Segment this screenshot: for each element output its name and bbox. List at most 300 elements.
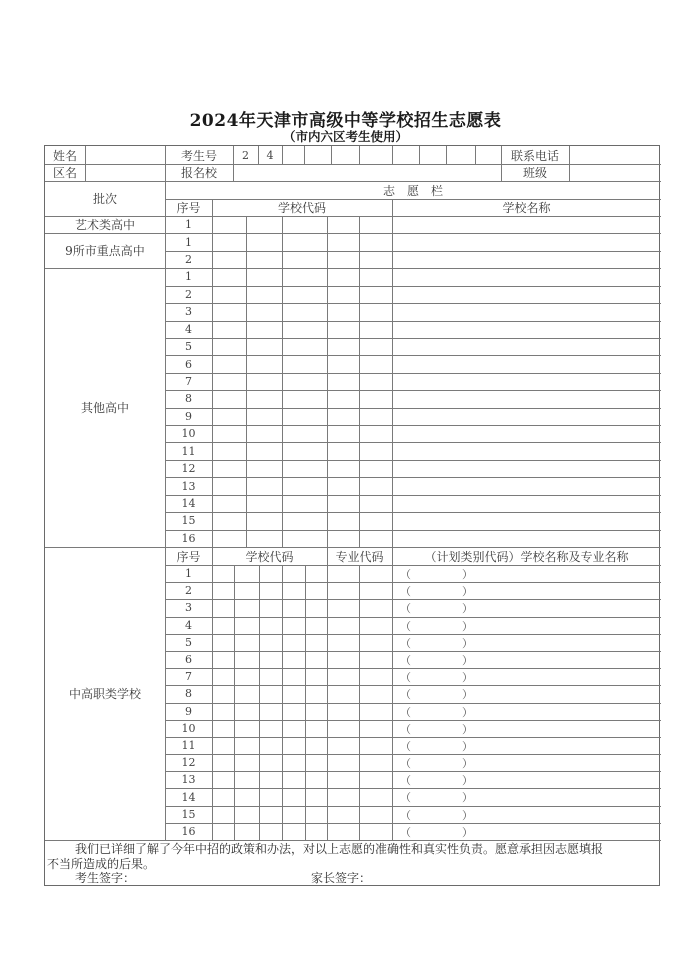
school-code-cell[interactable] xyxy=(246,460,282,477)
school-code-cell[interactable] xyxy=(282,268,327,285)
school-code-cell[interactable] xyxy=(246,512,282,529)
voc-major-code-cell[interactable] xyxy=(327,599,359,616)
voc-school-major-name-field[interactable] xyxy=(392,565,661,582)
seq-number: 13 xyxy=(181,479,196,493)
voc-school-code-cell[interactable] xyxy=(305,617,327,634)
voc-school-major-name-field[interactable] xyxy=(392,703,661,720)
voc-major-code-cell[interactable] xyxy=(359,617,392,634)
voc-school-code-cell[interactable] xyxy=(212,685,234,702)
voc-school-code-cell[interactable] xyxy=(259,771,282,788)
school-name-field[interactable] xyxy=(392,216,661,233)
school-code-cell[interactable] xyxy=(327,460,359,477)
plan-category-open-paren: （ xyxy=(400,653,411,667)
voc-school-code-cell[interactable] xyxy=(305,703,327,720)
school-code-cell[interactable] xyxy=(359,495,392,512)
voc-major-code-cell[interactable] xyxy=(359,703,392,720)
school-code-cell[interactable] xyxy=(212,530,246,547)
voc-major-code-cell[interactable] xyxy=(327,668,359,685)
voc-school-code-cell[interactable] xyxy=(305,599,327,616)
school-code-cell[interactable] xyxy=(212,321,246,338)
phone-field[interactable] xyxy=(569,146,661,164)
exam-number-digit-4[interactable] xyxy=(304,146,331,164)
voc-school-code-cell[interactable] xyxy=(212,599,234,616)
exam-number-digit-6[interactable] xyxy=(359,146,392,164)
school-code-cell[interactable] xyxy=(212,303,246,320)
parent-signature-label: 家长签字： xyxy=(311,871,372,885)
plan-category-close-paren: ） xyxy=(462,722,473,736)
voc-school-code-cell[interactable] xyxy=(259,565,282,582)
school-name-field[interactable] xyxy=(392,355,661,372)
voc-major-code-cell[interactable] xyxy=(359,565,392,582)
school-code-cell[interactable] xyxy=(212,495,246,512)
school-code-cell[interactable] xyxy=(212,373,246,390)
voc-school-major-name-field[interactable] xyxy=(392,823,661,840)
voc-major-code-cell[interactable] xyxy=(359,720,392,737)
voc-school-code-cell[interactable] xyxy=(234,771,259,788)
voc-school-code-cell[interactable] xyxy=(212,651,234,668)
plan-category-close-paren: ） xyxy=(462,688,473,702)
school-code-cell[interactable] xyxy=(282,530,327,547)
registration-school-field[interactable] xyxy=(233,164,501,181)
exam-number-digit-5[interactable] xyxy=(331,146,359,164)
voc-school-code-cell[interactable] xyxy=(259,806,282,823)
school-code-cell[interactable] xyxy=(246,233,282,250)
school-code-cell[interactable] xyxy=(327,495,359,512)
school-name-field[interactable] xyxy=(392,390,661,407)
voc-school-code-cell[interactable] xyxy=(305,754,327,771)
school-name-field[interactable] xyxy=(392,495,661,512)
voc-school-code-cell[interactable] xyxy=(282,617,305,634)
voc-school-code-cell[interactable] xyxy=(305,668,327,685)
school-code-cell[interactable] xyxy=(282,321,327,338)
school-code-cell[interactable] xyxy=(327,303,359,320)
choice-section-title: 志 愿 栏 xyxy=(382,183,443,198)
voc-school-code-cell[interactable] xyxy=(282,651,305,668)
school-name-field[interactable] xyxy=(392,373,661,390)
seq-number: 11 xyxy=(181,444,196,458)
voc-major-code-cell[interactable] xyxy=(327,582,359,599)
voc-school-major-name-field[interactable] xyxy=(392,754,661,771)
voc-school-code-cell[interactable] xyxy=(212,823,234,840)
voc-school-code-cell[interactable] xyxy=(282,582,305,599)
school-code-cell[interactable] xyxy=(212,286,246,303)
voc-major-code-cell[interactable] xyxy=(359,823,392,840)
exam-number-digit-8[interactable] xyxy=(419,146,446,164)
plan-category-open-paren: （ xyxy=(400,774,411,788)
school-code-cell[interactable] xyxy=(212,338,246,355)
school-code-cell[interactable] xyxy=(246,530,282,547)
voc-school-code-cell[interactable] xyxy=(234,823,259,840)
application-form xyxy=(44,145,660,886)
name-field[interactable] xyxy=(85,146,165,164)
voc-school-code-cell[interactable] xyxy=(212,617,234,634)
plan-category-open-paren: （ xyxy=(400,705,411,719)
school-code-cell[interactable] xyxy=(327,286,359,303)
voc-seq-number: 1 xyxy=(185,567,192,581)
voc-school-code-cell[interactable] xyxy=(212,788,234,805)
voc-school-major-name-field[interactable] xyxy=(392,737,661,754)
class-field[interactable] xyxy=(569,164,661,181)
voc-major-code-cell[interactable] xyxy=(327,617,359,634)
school-code-cell[interactable] xyxy=(246,338,282,355)
voc-school-code-cell[interactable] xyxy=(282,565,305,582)
voc-school-code-cell[interactable] xyxy=(305,582,327,599)
voc-school-code-header: 学校代码 xyxy=(245,549,294,564)
exam-number-digit-9[interactable] xyxy=(446,146,475,164)
voc-major-code-cell[interactable] xyxy=(359,599,392,616)
voc-school-code-cell[interactable] xyxy=(282,754,305,771)
voc-school-code-cell[interactable] xyxy=(259,823,282,840)
voc-school-major-name-field[interactable] xyxy=(392,771,661,788)
school-name-field[interactable] xyxy=(392,460,661,477)
school-code-cell[interactable] xyxy=(327,216,359,233)
voc-major-code-cell[interactable] xyxy=(327,806,359,823)
school-code-cell[interactable] xyxy=(282,338,327,355)
school-code-cell[interactable] xyxy=(327,355,359,372)
school-code-cell[interactable] xyxy=(327,530,359,547)
exam-number-digit-7[interactable] xyxy=(392,146,419,164)
school-code-cell[interactable] xyxy=(212,251,246,268)
voc-school-code-cell[interactable] xyxy=(259,685,282,702)
voc-school-code-cell[interactable] xyxy=(305,823,327,840)
voc-school-code-cell[interactable] xyxy=(234,703,259,720)
voc-school-code-cell[interactable] xyxy=(234,668,259,685)
seq-number: 12 xyxy=(181,462,196,476)
school-code-cell[interactable] xyxy=(327,408,359,425)
voc-major-code-cell[interactable] xyxy=(359,788,392,805)
voc-school-code-cell[interactable] xyxy=(234,651,259,668)
voc-school-code-cell[interactable] xyxy=(212,771,234,788)
school-code-cell[interactable] xyxy=(359,460,392,477)
voc-school-code-cell[interactable] xyxy=(259,788,282,805)
school-code-cell[interactable] xyxy=(212,268,246,285)
parent-signature-field[interactable] xyxy=(377,870,641,886)
seq-number: 5 xyxy=(185,340,192,354)
voc-school-code-cell[interactable] xyxy=(282,806,305,823)
exam-number-digit-10[interactable] xyxy=(475,146,501,164)
school-code-cell[interactable] xyxy=(327,373,359,390)
school-code-cell[interactable] xyxy=(327,442,359,459)
school-code-cell[interactable] xyxy=(246,216,282,233)
voc-school-major-name-field[interactable] xyxy=(392,720,661,737)
school-code-cell[interactable] xyxy=(359,390,392,407)
voc-major-code-cell[interactable] xyxy=(327,720,359,737)
student-signature-field[interactable] xyxy=(141,870,301,886)
school-code-cell[interactable] xyxy=(212,477,246,494)
school-name-field[interactable] xyxy=(392,268,661,285)
voc-school-code-cell[interactable] xyxy=(259,634,282,651)
school-code-cell[interactable] xyxy=(246,477,282,494)
voc-major-code-cell[interactable] xyxy=(359,806,392,823)
school-code-cell[interactable] xyxy=(246,408,282,425)
school-code-cell[interactable] xyxy=(327,425,359,442)
voc-major-code-cell[interactable] xyxy=(327,634,359,651)
school-code-cell[interactable] xyxy=(212,408,246,425)
school-code-cell[interactable] xyxy=(282,495,327,512)
school-name-field[interactable] xyxy=(392,425,661,442)
voc-school-code-cell[interactable] xyxy=(259,737,282,754)
plan-category-close-paren: ） xyxy=(462,757,473,771)
school-code-cell[interactable] xyxy=(246,390,282,407)
voc-major-code-cell[interactable] xyxy=(359,668,392,685)
plan-category-close-paren: ） xyxy=(462,568,473,581)
school-code-cell[interactable] xyxy=(359,408,392,425)
voc-school-code-cell[interactable] xyxy=(305,565,327,582)
school-name-header: 学校名称 xyxy=(502,201,551,215)
voc-school-code-cell[interactable] xyxy=(282,599,305,616)
voc-school-code-cell[interactable] xyxy=(282,668,305,685)
school-code-cell[interactable] xyxy=(212,233,246,250)
school-code-cell[interactable] xyxy=(282,216,327,233)
voc-school-major-name-field[interactable] xyxy=(392,599,661,616)
school-name-field[interactable] xyxy=(392,442,661,459)
seq-number: 4 xyxy=(185,322,192,336)
voc-school-code-cell[interactable] xyxy=(212,754,234,771)
voc-school-major-name-field[interactable] xyxy=(392,788,661,805)
school-code-cell[interactable] xyxy=(359,477,392,494)
voc-school-major-name-field[interactable] xyxy=(392,634,661,651)
voc-school-code-cell[interactable] xyxy=(282,720,305,737)
voc-school-code-cell[interactable] xyxy=(234,582,259,599)
school-code-cell[interactable] xyxy=(359,442,392,459)
voc-school-code-cell[interactable] xyxy=(282,634,305,651)
voc-school-code-cell[interactable] xyxy=(234,617,259,634)
voc-school-code-cell[interactable] xyxy=(282,823,305,840)
voc-school-code-cell[interactable] xyxy=(259,651,282,668)
school-code-cell[interactable] xyxy=(359,251,392,268)
school-code-cell[interactable] xyxy=(246,286,282,303)
school-code-cell[interactable] xyxy=(246,425,282,442)
school-name-field[interactable] xyxy=(392,251,661,268)
voc-school-code-cell[interactable] xyxy=(305,806,327,823)
school-code-cell[interactable] xyxy=(282,425,327,442)
voc-school-major-name-field[interactable] xyxy=(392,668,661,685)
school-name-field[interactable] xyxy=(392,286,661,303)
voc-major-code-cell[interactable] xyxy=(327,737,359,754)
seq-number: 6 xyxy=(185,357,192,371)
voc-school-code-cell[interactable] xyxy=(282,788,305,805)
school-code-cell[interactable] xyxy=(327,233,359,250)
school-code-cell[interactable] xyxy=(359,216,392,233)
voc-school-code-cell[interactable] xyxy=(234,806,259,823)
school-code-cell[interactable] xyxy=(282,303,327,320)
voc-major-code-cell[interactable] xyxy=(359,685,392,702)
voc-school-code-cell[interactable] xyxy=(259,703,282,720)
voc-seq-header: 序号 xyxy=(176,549,201,564)
voc-seq-number: 4 xyxy=(185,618,192,632)
voc-school-code-cell[interactable] xyxy=(212,806,234,823)
voc-seq-number: 10 xyxy=(181,721,196,735)
school-code-cell[interactable] xyxy=(246,373,282,390)
school-name-field[interactable] xyxy=(392,530,661,547)
school-code-cell[interactable] xyxy=(359,425,392,442)
voc-school-code-cell[interactable] xyxy=(305,771,327,788)
voc-school-code-cell[interactable] xyxy=(234,634,259,651)
school-code-cell[interactable] xyxy=(246,251,282,268)
plan-category-open-paren: （ xyxy=(400,825,411,839)
voc-school-code-cell[interactable] xyxy=(259,754,282,771)
voc-school-major-name-field[interactable] xyxy=(392,617,661,634)
voc-school-code-cell[interactable] xyxy=(305,634,327,651)
school-name-field[interactable] xyxy=(392,303,661,320)
school-code-cell[interactable] xyxy=(212,460,246,477)
school-code-cell[interactable] xyxy=(359,268,392,285)
school-code-cell[interactable] xyxy=(359,233,392,250)
voc-major-code-cell[interactable] xyxy=(359,582,392,599)
voc-school-code-cell[interactable] xyxy=(282,703,305,720)
voc-school-code-cell[interactable] xyxy=(234,720,259,737)
school-name-field[interactable] xyxy=(392,408,661,425)
voc-school-code-cell[interactable] xyxy=(259,599,282,616)
plan-category-close-paren: ） xyxy=(462,619,473,633)
form-subtitle: （市内六区考生使用） xyxy=(282,129,408,144)
voc-major-code-cell[interactable] xyxy=(359,634,392,651)
exam-number-digit-2[interactable]: 4 xyxy=(266,148,274,162)
voc-major-code-cell[interactable] xyxy=(327,651,359,668)
voc-school-code-cell[interactable] xyxy=(212,720,234,737)
voc-school-code-cell[interactable] xyxy=(234,754,259,771)
voc-school-code-cell[interactable] xyxy=(212,565,234,582)
voc-school-code-cell[interactable] xyxy=(259,617,282,634)
voc-school-major-name-field[interactable] xyxy=(392,651,661,668)
voc-school-code-cell[interactable] xyxy=(234,737,259,754)
school-code-cell[interactable] xyxy=(282,233,327,250)
voc-major-code-header: 专业代码 xyxy=(335,549,384,564)
voc-school-code-cell[interactable] xyxy=(234,685,259,702)
voc-school-major-name-field[interactable] xyxy=(392,582,661,599)
voc-school-code-cell[interactable] xyxy=(305,737,327,754)
voc-seq-number: 5 xyxy=(185,635,192,649)
school-code-cell[interactable] xyxy=(327,338,359,355)
school-code-cell[interactable] xyxy=(359,530,392,547)
voc-major-code-cell[interactable] xyxy=(327,771,359,788)
voc-major-code-cell[interactable] xyxy=(327,788,359,805)
school-code-cell[interactable] xyxy=(327,390,359,407)
voc-school-code-cell[interactable] xyxy=(259,668,282,685)
grid-line xyxy=(45,840,661,841)
school-code-cell[interactable] xyxy=(282,373,327,390)
school-code-cell[interactable] xyxy=(212,512,246,529)
school-code-cell[interactable] xyxy=(282,442,327,459)
school-code-cell[interactable] xyxy=(282,251,327,268)
voc-major-code-cell[interactable] xyxy=(359,771,392,788)
school-code-cell[interactable] xyxy=(212,442,246,459)
voc-major-code-cell[interactable] xyxy=(327,703,359,720)
seq-number: 2 xyxy=(185,253,192,267)
school-code-cell[interactable] xyxy=(359,303,392,320)
school-code-cell[interactable] xyxy=(246,442,282,459)
voc-major-code-cell[interactable] xyxy=(327,565,359,582)
voc-school-major-name-field[interactable] xyxy=(392,685,661,702)
voc-school-code-cell[interactable] xyxy=(234,788,259,805)
voc-major-code-cell[interactable] xyxy=(327,754,359,771)
school-code-cell[interactable] xyxy=(212,390,246,407)
voc-seq-number: 12 xyxy=(181,756,196,770)
school-code-cell[interactable] xyxy=(212,216,246,233)
voc-school-code-cell[interactable] xyxy=(305,685,327,702)
school-code-cell[interactable] xyxy=(246,495,282,512)
school-name-field[interactable] xyxy=(392,233,661,250)
school-code-cell[interactable] xyxy=(282,408,327,425)
voc-school-code-cell[interactable] xyxy=(282,771,305,788)
school-code-cell[interactable] xyxy=(282,355,327,372)
voc-school-code-cell[interactable] xyxy=(282,685,305,702)
school-name-field[interactable] xyxy=(392,512,661,529)
voc-school-code-cell[interactable] xyxy=(212,703,234,720)
school-code-cell[interactable] xyxy=(327,268,359,285)
seq-number: 14 xyxy=(181,496,196,510)
voc-school-code-cell[interactable] xyxy=(259,720,282,737)
voc-school-code-cell[interactable] xyxy=(234,565,259,582)
class-label: 班级 xyxy=(522,166,547,180)
school-code-cell[interactable] xyxy=(327,477,359,494)
voc-major-code-cell[interactable] xyxy=(327,685,359,702)
voc-school-code-cell[interactable] xyxy=(234,599,259,616)
school-code-cell[interactable] xyxy=(327,321,359,338)
school-code-cell[interactable] xyxy=(359,512,392,529)
voc-major-code-cell[interactable] xyxy=(327,823,359,840)
voc-school-code-cell[interactable] xyxy=(212,737,234,754)
school-code-cell[interactable] xyxy=(212,425,246,442)
district-field[interactable] xyxy=(85,164,165,181)
school-name-field[interactable] xyxy=(392,477,661,494)
school-code-cell[interactable] xyxy=(327,512,359,529)
plan-category-close-paren: ） xyxy=(462,739,473,753)
voc-school-code-cell[interactable] xyxy=(212,634,234,651)
school-code-cell[interactable] xyxy=(359,373,392,390)
voc-school-code-cell[interactable] xyxy=(305,720,327,737)
voc-school-code-cell[interactable] xyxy=(282,737,305,754)
plan-category-open-paren: （ xyxy=(400,619,411,633)
plan-category-open-paren: （ xyxy=(400,688,411,702)
school-code-cell[interactable] xyxy=(359,286,392,303)
school-code-cell[interactable] xyxy=(282,477,327,494)
school-code-cell[interactable] xyxy=(359,355,392,372)
school-code-cell[interactable] xyxy=(246,321,282,338)
voc-school-code-cell[interactable] xyxy=(212,668,234,685)
plan-category-close-paren: ） xyxy=(462,825,473,839)
form-title: 2024年天津市高级中等学校招生志愿表 xyxy=(189,111,502,131)
school-code-cell[interactable] xyxy=(327,251,359,268)
school-code-cell[interactable] xyxy=(246,268,282,285)
school-code-cell[interactable] xyxy=(246,355,282,372)
exam-number-digit-3[interactable] xyxy=(282,146,304,164)
voc-school-major-name-field[interactable] xyxy=(392,806,661,823)
exam-number-label: 考生号 xyxy=(180,148,217,163)
seq-number: 3 xyxy=(185,305,192,319)
school-code-cell[interactable] xyxy=(212,355,246,372)
voc-school-code-cell[interactable] xyxy=(305,651,327,668)
voc-major-code-cell[interactable] xyxy=(359,737,392,754)
exam-number-digit-1[interactable]: 2 xyxy=(242,148,249,162)
school-code-cell[interactable] xyxy=(282,460,327,477)
plan-category-open-paren: （ xyxy=(400,722,411,736)
school-name-field[interactable] xyxy=(392,321,661,338)
vocational-batch-label: 中高职类学校 xyxy=(68,687,141,701)
voc-major-code-cell[interactable] xyxy=(359,754,392,771)
school-code-cell[interactable] xyxy=(359,338,392,355)
school-code-cell[interactable] xyxy=(282,286,327,303)
school-code-cell[interactable] xyxy=(246,303,282,320)
school-name-field[interactable] xyxy=(392,338,661,355)
school-code-cell[interactable] xyxy=(282,390,327,407)
voc-major-code-cell[interactable] xyxy=(359,651,392,668)
school-code-cell[interactable] xyxy=(359,321,392,338)
voc-school-code-cell[interactable] xyxy=(212,582,234,599)
voc-school-code-cell[interactable] xyxy=(259,582,282,599)
school-code-cell[interactable] xyxy=(282,512,327,529)
voc-school-code-cell[interactable] xyxy=(305,788,327,805)
